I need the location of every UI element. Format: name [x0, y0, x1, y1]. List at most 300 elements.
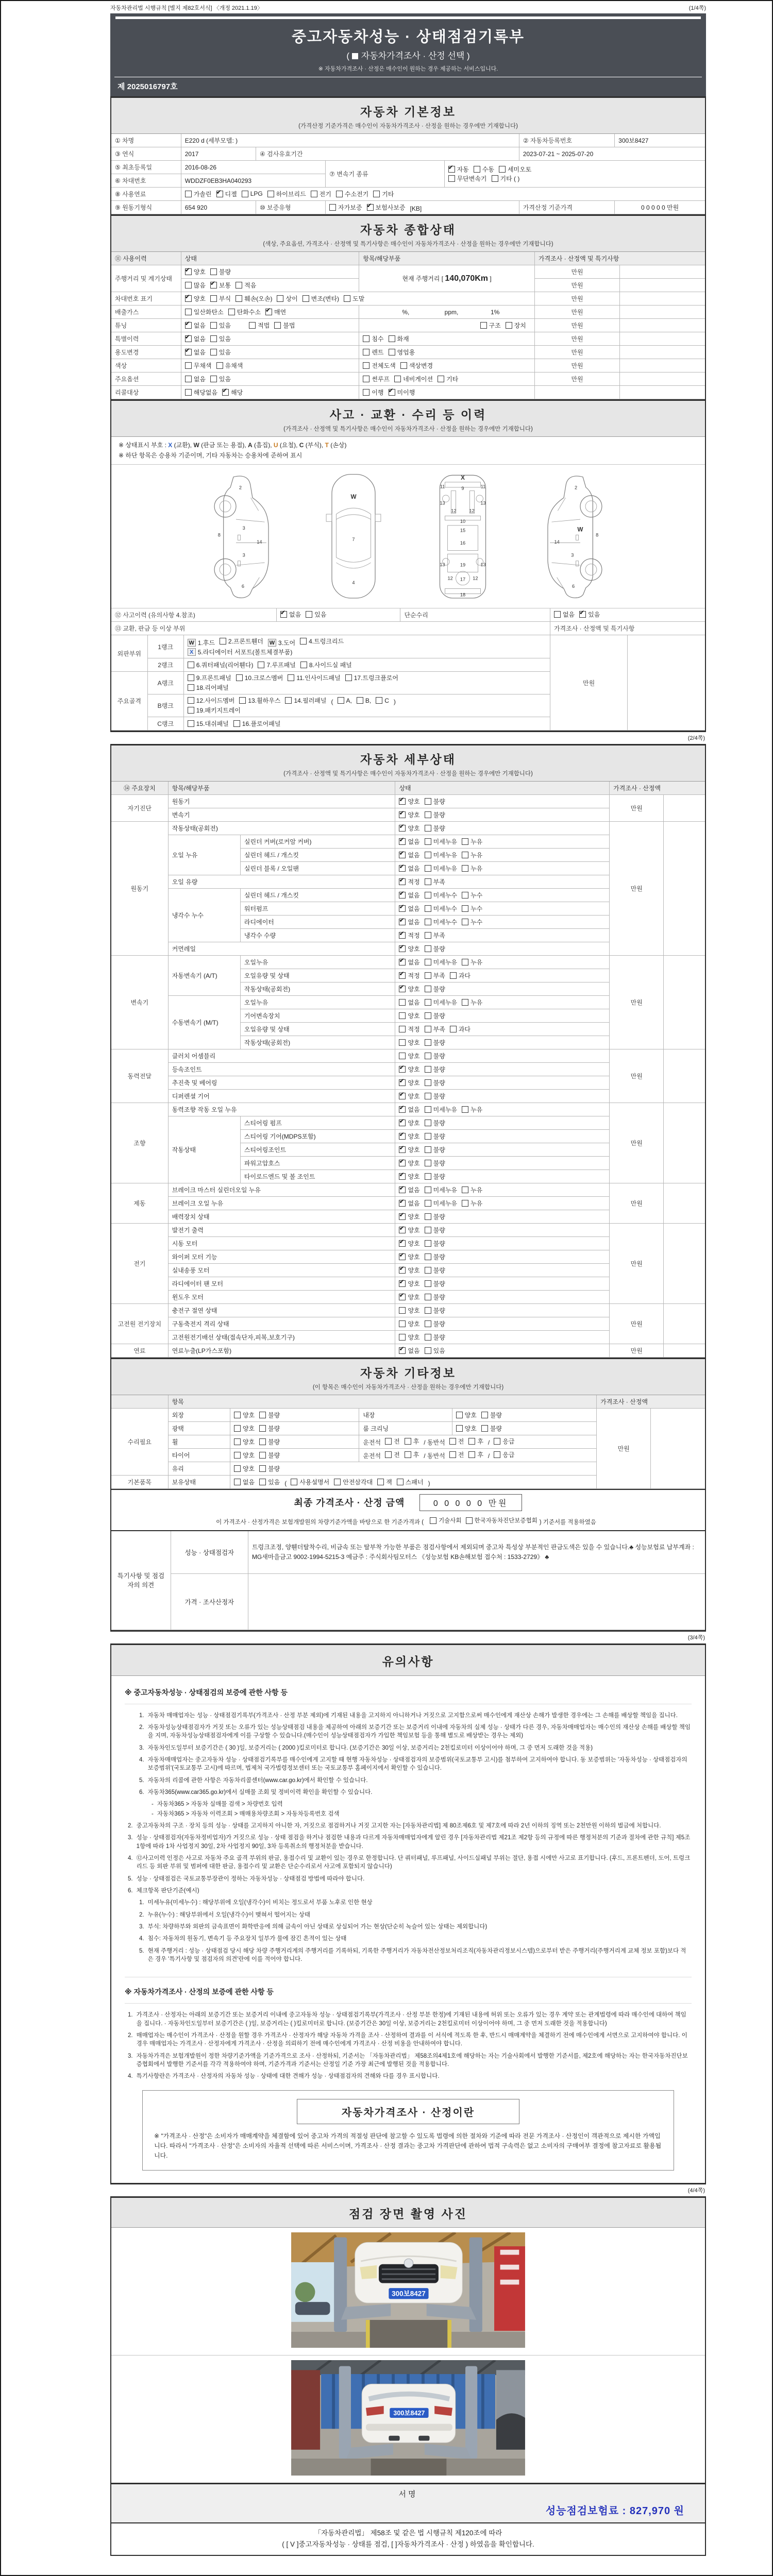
checkbox-option[interactable] — [399, 1052, 419, 1060]
checkbox-option[interactable] — [399, 877, 419, 886]
checkbox-option[interactable] — [222, 388, 243, 397]
checkbox-option[interactable] — [468, 1450, 483, 1459]
checkbox-option[interactable] — [399, 1226, 419, 1234]
unchecked-checkbox-icon — [389, 335, 395, 342]
checkbox-option[interactable] — [425, 810, 445, 819]
checkbox-option[interactable] — [399, 1132, 419, 1141]
checkbox-option[interactable] — [405, 1450, 419, 1459]
checkbox-option[interactable] — [242, 190, 263, 197]
price-cell: 만원 — [610, 822, 664, 956]
checkbox-option[interactable] — [300, 637, 344, 646]
checkbox-option[interactable] — [188, 673, 231, 682]
checkbox-option[interactable] — [399, 1078, 419, 1087]
checkbox-option[interactable] — [363, 348, 383, 357]
checkbox-option[interactable] — [425, 1038, 445, 1047]
checkbox-option[interactable] — [462, 958, 482, 967]
option-label: 있음 — [268, 1478, 280, 1486]
checkbox-option[interactable] — [474, 165, 494, 174]
checkbox-option[interactable] — [425, 891, 457, 900]
checkbox-option[interactable] — [234, 1451, 255, 1460]
checkbox-option[interactable] — [291, 1478, 329, 1486]
option-label: 양호 — [408, 1092, 420, 1100]
checkbox-option[interactable] — [188, 660, 254, 669]
accident-history-label: ⑫ 사고이력 (유의사항 4.참조) — [111, 608, 277, 622]
checkbox-option[interactable] — [389, 334, 409, 343]
rank-label: C랭크 — [147, 717, 183, 731]
option-label: 불량 — [433, 1253, 445, 1261]
marked-option[interactable] — [268, 638, 295, 647]
checkbox-option[interactable] — [336, 190, 368, 198]
checkbox-option[interactable] — [462, 998, 482, 1007]
option-label: 미세누유 — [433, 1186, 458, 1194]
checkbox-option[interactable] — [259, 1451, 280, 1460]
checkbox-option[interactable] — [425, 1226, 445, 1234]
checkbox-option[interactable] — [236, 673, 283, 682]
status-options — [395, 1023, 610, 1036]
notice-item — [139, 1776, 692, 1785]
checkbox-option[interactable] — [481, 1424, 502, 1433]
unchecked-checkbox-icon — [506, 322, 512, 329]
option-label: 양호 — [408, 1079, 420, 1087]
checkbox-option[interactable] — [448, 165, 469, 174]
unchecked-checkbox-icon — [385, 1438, 392, 1445]
checkbox-option[interactable] — [462, 1105, 482, 1114]
color-items — [359, 359, 535, 372]
notice-item-number: 6. — [128, 1888, 133, 1894]
option-label: 후 — [413, 1451, 419, 1459]
checkbox-option[interactable] — [425, 1252, 445, 1261]
checkbox-option[interactable] — [425, 1239, 445, 1248]
checkbox-option[interactable] — [425, 958, 457, 967]
checkbox-option[interactable] — [449, 1437, 464, 1446]
checkbox-option[interactable] — [399, 1212, 419, 1221]
checkbox-option[interactable] — [425, 931, 445, 940]
option-label: 양호 — [408, 798, 420, 805]
marked-option[interactable] — [188, 648, 293, 656]
unchecked-checkbox-icon — [259, 1438, 266, 1445]
checkbox-option[interactable] — [405, 1437, 419, 1446]
checkbox-option[interactable] — [425, 1092, 445, 1100]
signature-section — [110, 2484, 706, 2523]
col-header — [111, 1395, 168, 1409]
price-cell: 만원 — [534, 346, 619, 359]
checkbox-option[interactable] — [425, 1105, 457, 1114]
checkbox-option[interactable] — [188, 683, 229, 692]
option-label: 불량 — [433, 945, 445, 953]
checkbox-option[interactable] — [425, 1185, 457, 1194]
checkbox-option[interactable] — [462, 1199, 482, 1208]
checkbox-option[interactable] — [363, 334, 383, 343]
checkbox-option[interactable] — [399, 998, 419, 1007]
checked-checkbox-icon — [399, 945, 406, 952]
checkbox-option[interactable] — [288, 673, 340, 682]
remark-cell — [620, 306, 705, 319]
col-header: 항목/해당부품 — [359, 252, 535, 265]
checkbox-option[interactable] — [367, 203, 406, 212]
checkbox-option[interactable] — [425, 797, 445, 806]
checkbox-option[interactable] — [329, 203, 362, 212]
checkbox-option[interactable] — [425, 1266, 445, 1275]
checkbox-option[interactable] — [377, 1478, 392, 1486]
checkbox-option[interactable] — [462, 904, 482, 913]
checkbox-option[interactable] — [399, 1011, 419, 1020]
checkbox-option[interactable] — [399, 1346, 419, 1355]
diagram-label: W — [350, 493, 357, 500]
option-label: 16.플로어패널 — [242, 720, 281, 727]
item-label: 실린더 헤드 / 개스킷 — [240, 889, 395, 902]
checkbox-option[interactable] — [258, 660, 295, 669]
checkbox-option[interactable] — [185, 294, 206, 303]
checkbox-option[interactable] — [394, 375, 433, 383]
checked-checkbox-icon — [399, 1294, 406, 1300]
checkbox-option[interactable] — [425, 1078, 445, 1087]
checkbox-option[interactable] — [228, 308, 261, 316]
checkbox-option[interactable] — [334, 1478, 373, 1486]
checkbox-option[interactable] — [499, 165, 531, 174]
checkbox-option[interactable] — [389, 348, 415, 357]
option-label: 양호 — [464, 1411, 477, 1419]
checkbox-option[interactable] — [345, 673, 398, 682]
checkbox-option[interactable] — [425, 877, 445, 886]
rank-label: 1랭크 — [147, 635, 183, 658]
checkbox-option[interactable] — [399, 1333, 419, 1342]
checkbox-option[interactable] — [399, 851, 419, 859]
checkbox-option[interactable] — [462, 851, 482, 859]
checkbox-option[interactable] — [399, 1172, 419, 1181]
checkbox-option[interactable] — [344, 294, 364, 303]
checkbox-option[interactable] — [399, 904, 419, 913]
option-label: 부족 — [433, 878, 445, 886]
checkbox-option[interactable] — [385, 1437, 400, 1446]
unchecked-checkbox-icon — [425, 1039, 431, 1046]
checkbox-option[interactable] — [462, 918, 482, 926]
checkbox-option[interactable] — [399, 1279, 419, 1288]
checkbox-option[interactable] — [210, 267, 231, 276]
checkbox-option[interactable] — [376, 697, 389, 704]
checkbox-option[interactable] — [506, 321, 526, 330]
checkbox-option[interactable] — [236, 281, 256, 290]
checkbox-option[interactable] — [425, 1011, 445, 1020]
checkbox-option[interactable] — [259, 1478, 280, 1486]
option-label: 불량 — [433, 1226, 445, 1234]
unchecked-checkbox-icon — [425, 1294, 431, 1300]
unchecked-checkbox-icon — [425, 865, 431, 872]
checkbox-option[interactable] — [425, 1199, 457, 1208]
checkbox-option[interactable] — [363, 375, 390, 383]
checkbox-option[interactable] — [399, 1145, 419, 1154]
checkbox-option[interactable] — [373, 190, 394, 198]
checkbox-option[interactable] — [466, 1516, 537, 1524]
checkbox-option[interactable] — [220, 637, 263, 646]
checkbox-option[interactable] — [425, 1132, 445, 1141]
checkbox-option[interactable] — [399, 1252, 419, 1261]
checkbox-option[interactable] — [425, 998, 457, 1007]
text-segment: ) — [393, 698, 396, 706]
checkbox-option[interactable] — [399, 1319, 419, 1328]
checkbox-option[interactable] — [185, 321, 206, 330]
checkbox-option[interactable] — [210, 375, 231, 383]
checkbox-option[interactable] — [462, 837, 482, 846]
checkbox-option[interactable] — [492, 174, 520, 183]
checkbox-option[interactable] — [425, 1333, 445, 1342]
item-label: 디퍼렌셜 기어 — [168, 1090, 395, 1103]
checkbox-option[interactable] — [233, 719, 281, 728]
checkbox-option[interactable] — [216, 361, 243, 370]
row-label: 색상 — [111, 359, 181, 372]
checkbox-option[interactable] — [239, 696, 280, 705]
checkbox-option[interactable] — [425, 851, 457, 859]
checkbox-option[interactable] — [389, 388, 415, 397]
status-options — [395, 1036, 610, 1049]
checkbox-option[interactable] — [399, 958, 419, 967]
checkbox-option[interactable] — [399, 918, 419, 926]
tuning-type-options — [359, 319, 535, 332]
status-options — [230, 1462, 596, 1476]
checkbox-option[interactable] — [425, 1052, 445, 1060]
checkbox-option[interactable] — [363, 361, 395, 370]
checkbox-option[interactable] — [285, 696, 326, 705]
checkbox-option[interactable] — [425, 985, 445, 993]
checkbox-option[interactable] — [399, 1118, 419, 1127]
option-label: 양호 — [242, 1465, 255, 1472]
checked-checkbox-icon — [399, 919, 406, 925]
checkbox-option[interactable] — [462, 864, 482, 873]
checkbox-option[interactable] — [399, 891, 419, 900]
checkbox-option[interactable] — [494, 1437, 514, 1446]
checkbox-option[interactable] — [185, 267, 206, 276]
checkbox-option[interactable] — [399, 1092, 419, 1100]
notice-item-text: ⑫사고이력 인정은 사고로 자동차 주요 골격 부위의 판금, 용접수리 및 교환이 있는 경우로 한정합니다. 단 쿼터패널, 루프패널, 사이드실패널 부위는 절단, 용접 시에만 사고로 표기합니다. (후드, 프론트펜더, 도어, 트렁크리드 등 외판 부위 및 범퍼에 대한 판금, 용접수리 및 교환은 단순수리로서 사고에 포함되지 않습니다) — [136, 1855, 691, 1870]
checkbox-option[interactable] — [494, 1450, 514, 1459]
checkbox-option[interactable] — [259, 1424, 280, 1433]
checkbox-option[interactable] — [185, 334, 206, 343]
option-label: 양호 — [408, 1065, 420, 1073]
checkbox-option[interactable] — [399, 1159, 419, 1167]
checkbox-option[interactable] — [234, 1464, 255, 1473]
checkbox-option[interactable] — [399, 1306, 419, 1315]
checkbox-option[interactable] — [210, 294, 231, 303]
checked-checkbox-icon — [399, 892, 406, 899]
final-price-label: 최종 가격조사 · 산정 금액 — [294, 1498, 405, 1509]
checkbox-option[interactable] — [481, 1411, 502, 1419]
notice-item-text: 특기사항란은 가격조사 · 산정자의 자동차 성능 · 상태에 대한 견해가 성능 · 상태점검자의 견해와 다를 경우 표시합니다. — [136, 2073, 440, 2080]
option-label: 없음 — [408, 891, 420, 899]
checkbox-option[interactable] — [425, 1346, 445, 1355]
unchecked-checkbox-icon — [363, 335, 369, 342]
status-options — [395, 1291, 610, 1304]
checkbox-option[interactable] — [259, 1464, 280, 1473]
unchecked-checkbox-icon — [425, 1240, 431, 1247]
checkbox-option[interactable] — [425, 1159, 445, 1167]
notice-item — [128, 1875, 692, 1883]
option-label: 양호 — [408, 1226, 420, 1234]
checkbox-option[interactable] — [462, 1185, 482, 1194]
notice-item — [152, 1810, 692, 1818]
checkbox-option[interactable] — [399, 1266, 419, 1275]
checkbox-option[interactable] — [188, 696, 235, 705]
checkbox-option[interactable] — [399, 1065, 419, 1074]
option-label: 기술사회 — [439, 1518, 462, 1524]
checkbox-option[interactable] — [425, 1025, 445, 1033]
legend-text: (부식), — [304, 442, 325, 449]
checkbox-option[interactable] — [399, 797, 419, 806]
checkbox-option[interactable] — [185, 281, 206, 290]
price-appraisal-info-box — [142, 2090, 674, 2171]
checkbox-option[interactable] — [425, 1319, 445, 1328]
checkbox-option[interactable] — [311, 190, 331, 198]
field-label: ⑧ 사용연료 — [111, 188, 181, 201]
mileage-amount-options — [181, 279, 359, 292]
notice-item — [128, 1834, 692, 1851]
status-options — [395, 849, 610, 862]
option-label: 보통 — [219, 281, 231, 289]
checkbox-option[interactable] — [234, 1424, 255, 1433]
checkbox-option[interactable] — [306, 610, 326, 619]
checkbox-option[interactable] — [399, 864, 419, 873]
checkbox-option[interactable] — [300, 660, 352, 669]
checkbox-option[interactable] — [363, 388, 383, 397]
item-label: 광택 — [168, 1422, 230, 1435]
checkbox-option[interactable] — [185, 308, 224, 316]
checkbox-option[interactable] — [210, 321, 231, 330]
checkbox-option[interactable] — [450, 971, 470, 980]
checkbox-option[interactable] — [450, 1025, 470, 1033]
checkbox-option[interactable] — [277, 294, 297, 303]
checkbox-option[interactable] — [438, 375, 458, 383]
marked-option[interactable] — [188, 638, 215, 647]
page-marker-1: (1/4쪽) — [688, 5, 706, 11]
row-label: 배출가스 — [111, 306, 181, 319]
diagram-label: 6 — [572, 583, 575, 589]
checkbox-option[interactable] — [274, 321, 295, 330]
checkbox-option[interactable] — [185, 375, 206, 383]
checkbox-option[interactable] — [399, 971, 419, 980]
option-label: 스패너 — [405, 1478, 424, 1486]
filled-square-icon — [352, 53, 358, 59]
checkbox-option[interactable] — [216, 190, 237, 198]
checkbox-option[interactable] — [425, 1279, 445, 1288]
checkbox-option[interactable] — [385, 1450, 400, 1459]
checkbox-option[interactable] — [303, 294, 339, 303]
option-label: 양호 — [408, 1307, 420, 1314]
checkbox-option[interactable] — [399, 810, 419, 819]
checkbox-option[interactable] — [425, 1293, 445, 1301]
checkbox-option[interactable] — [188, 719, 229, 728]
option-label: 불량 — [433, 1266, 445, 1274]
checkbox-option[interactable] — [399, 944, 419, 953]
checkbox-option[interactable] — [234, 1478, 255, 1486]
checkbox-option[interactable] — [185, 361, 212, 370]
checkbox-option[interactable] — [399, 1025, 419, 1033]
checkbox-option[interactable] — [425, 1145, 445, 1154]
checkbox-option[interactable] — [425, 1212, 445, 1221]
unchecked-checkbox-icon — [185, 362, 192, 369]
checkbox-option[interactable] — [267, 190, 306, 198]
diagram-label: 10 — [460, 518, 466, 524]
unchecked-checkbox-icon — [425, 1280, 431, 1287]
checkbox-option[interactable] — [468, 1437, 483, 1446]
checkbox-option[interactable] — [397, 1478, 424, 1486]
checkbox-option[interactable] — [399, 837, 419, 846]
checkbox-option[interactable] — [462, 891, 482, 900]
checkbox-option[interactable] — [399, 1239, 419, 1248]
checkbox-option[interactable] — [234, 1411, 255, 1419]
checkbox-option[interactable] — [425, 918, 457, 926]
unchecked-checkbox-icon — [449, 1451, 456, 1458]
option-label: 불량 — [268, 1425, 280, 1432]
checkbox-option[interactable] — [430, 1516, 461, 1524]
group-label: 외판부위 — [111, 635, 147, 672]
checkbox-option[interactable] — [425, 1065, 445, 1074]
checkbox-option[interactable] — [210, 281, 231, 290]
checkbox-option[interactable] — [456, 1411, 477, 1419]
checkbox-option[interactable] — [425, 1118, 445, 1127]
checkbox-option[interactable] — [425, 971, 445, 980]
checkbox-option[interactable] — [399, 985, 419, 993]
checkbox-option[interactable] — [185, 190, 212, 198]
option-label: 후 — [413, 1438, 419, 1446]
checkbox-option[interactable] — [448, 174, 487, 183]
checked-checkbox-icon — [399, 1106, 406, 1113]
checkbox-option[interactable] — [425, 824, 445, 833]
checkbox-option[interactable] — [259, 1437, 280, 1446]
option-label: 양호 — [408, 1240, 420, 1247]
checkbox-option[interactable] — [399, 1038, 419, 1047]
checkbox-option[interactable] — [210, 334, 231, 343]
checkbox-option[interactable] — [449, 1450, 464, 1459]
item-label: 냉각수 수량 — [240, 929, 395, 942]
checkbox-option[interactable] — [338, 697, 352, 704]
checkbox-option[interactable] — [399, 931, 419, 940]
unchecked-checkbox-icon — [338, 697, 344, 704]
checkbox-option[interactable] — [185, 348, 206, 357]
checkbox-option[interactable] — [425, 944, 445, 953]
checkbox-option[interactable] — [210, 348, 231, 357]
checkbox-option[interactable] — [188, 706, 241, 715]
checkbox-option[interactable] — [400, 361, 433, 370]
checkbox-option[interactable] — [265, 308, 286, 316]
checkbox-option[interactable] — [425, 864, 457, 873]
checkbox-option[interactable] — [280, 610, 301, 619]
option-label: 무채색 — [193, 362, 212, 369]
checkbox-option[interactable] — [399, 1185, 419, 1194]
checkbox-option[interactable] — [480, 321, 501, 330]
checkbox-option[interactable] — [399, 1105, 419, 1114]
checkbox-option[interactable] — [357, 697, 371, 704]
document-title: 중고자동차성능 · 상태점검기록부 — [292, 29, 525, 45]
unchecked-checkbox-icon — [345, 674, 352, 681]
status-options — [395, 942, 610, 956]
checkbox-option[interactable] — [399, 824, 419, 833]
checkbox-option[interactable] — [425, 1306, 445, 1315]
checkbox-option[interactable] — [236, 294, 272, 303]
checkbox-option[interactable] — [234, 1437, 255, 1446]
checkbox-option[interactable] — [579, 610, 600, 619]
checkbox-option[interactable] — [249, 321, 270, 330]
checkbox-option[interactable] — [185, 388, 217, 397]
unchecked-checkbox-icon — [334, 1479, 341, 1485]
checkbox-option[interactable] — [425, 837, 457, 846]
checkbox-option[interactable] — [399, 1199, 419, 1208]
checkbox-option[interactable] — [425, 904, 457, 913]
checkbox-option[interactable] — [399, 1293, 419, 1301]
checkbox-option[interactable] — [259, 1411, 280, 1419]
status-options — [395, 1224, 610, 1237]
status-options — [395, 1009, 610, 1023]
checkbox-option[interactable] — [425, 1172, 445, 1181]
checkbox-option[interactable] — [456, 1424, 477, 1433]
checkbox-option[interactable] — [554, 610, 575, 619]
